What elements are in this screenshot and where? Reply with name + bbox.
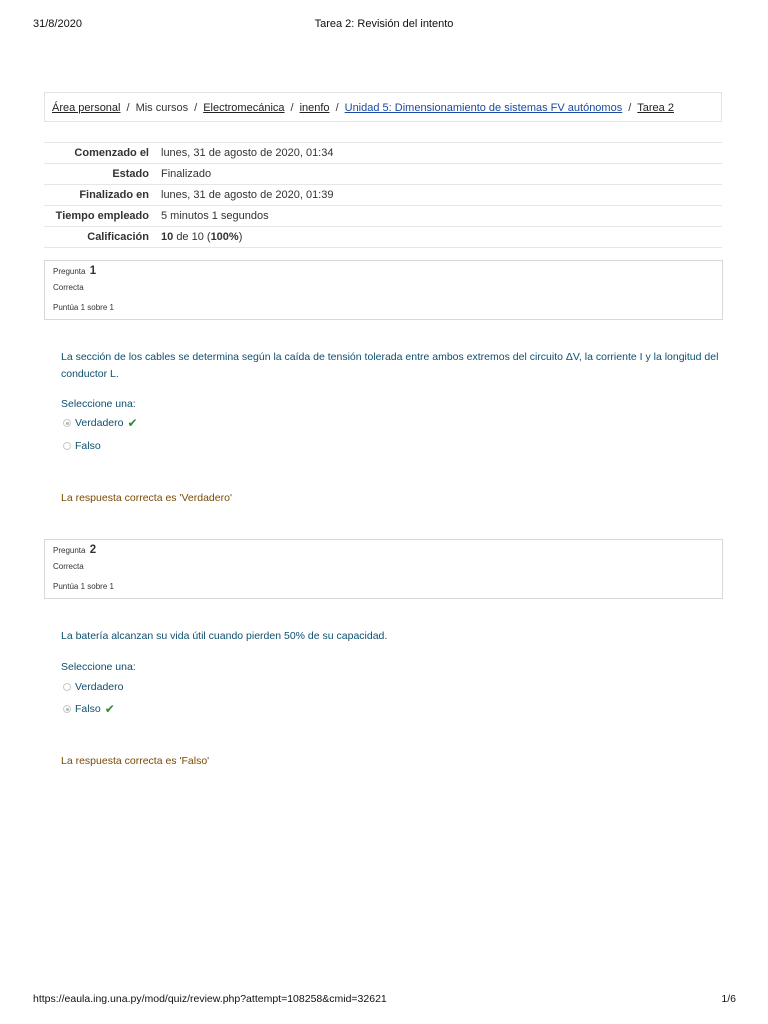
print-page-number: 1/6 [721,993,736,1005]
question-state: Correcta [53,283,84,292]
summary-row-grade [44,227,722,248]
radio-icon[interactable] [63,442,71,450]
summary-row-started [44,143,722,164]
question-label: Pregunta [53,546,86,555]
breadcrumb [44,92,722,122]
summary-value: Finalizado [161,168,212,180]
answer-option-falso-1[interactable] [63,439,101,453]
print-date: 31/8/2020 [33,18,82,30]
breadcrumb-mis-cursos: Mis cursos [135,102,189,114]
option-label: Verdadero [75,417,124,429]
question-text-2: La batería alcanzan su vida útil cuando pierden 50% de su capacidad. [61,630,388,642]
question-number-value: 1 [89,265,97,277]
grade-score: 10 [161,231,174,243]
option-label: Falso [75,440,101,452]
answer-option-verdadero-2[interactable] [63,680,123,694]
question-grade: Puntúa 1 sobre 1 [53,303,114,312]
summary-value: 5 minutos 1 segundos [161,210,269,222]
summary-value: lunes, 31 de agosto de 2020, 01:39 [161,189,334,201]
answer-prompt-1: Seleccione una: [61,398,136,410]
check-icon: ✔ [104,702,115,716]
correct-answer-feedback-1: La respuesta correcta es 'Verdadero' [61,492,232,504]
summary-label: Finalizado en [79,189,149,201]
correct-answer-feedback-2: La respuesta correcta es 'Falso' [61,755,210,767]
summary-row-time-taken [44,206,722,227]
breadcrumb-area-personal[interactable]: Área personal [52,102,121,114]
breadcrumb-separator: / [290,102,294,114]
breadcrumb-separator: / [194,102,198,114]
summary-label: Calificación [87,231,149,243]
grade-end: ) [238,231,243,243]
print-title: Tarea 2: Revisión del intento [314,18,454,30]
summary-label: Estado [112,168,149,180]
breadcrumb-separator: / [628,102,632,114]
summary-value [155,227,722,248]
summary-row-finished [44,185,722,206]
summary-row-state [44,164,722,185]
summary-label: Tiempo empleado [55,210,149,222]
answer-option-verdadero-1[interactable] [63,416,138,430]
question-number-value: 2 [89,544,97,556]
question-number [53,265,722,277]
breadcrumb-separator: / [335,102,339,114]
breadcrumb-electromecanica[interactable]: Electromecánica [203,102,285,114]
question-info-2 [44,539,723,599]
breadcrumb-unidad-5[interactable]: Unidad 5: Dimensionamiento de sistemas FV autónomos [344,102,623,114]
option-label: Verdadero [75,681,124,693]
grade-mid: de 10 ( [176,231,211,243]
question-state: Correcta [53,562,84,571]
radio-icon[interactable] [63,683,71,691]
check-icon: ✔ [127,416,138,430]
breadcrumb-separator: / [126,102,130,114]
question-number [53,544,722,556]
option-label: Falso [75,703,101,715]
breadcrumb-inenfo[interactable]: inenfo [299,102,330,114]
radio-icon[interactable] [63,705,71,713]
breadcrumb-tarea-2[interactable]: Tarea 2 [637,102,674,114]
answer-prompt-2: Seleccione una: [61,661,136,673]
question-label: Pregunta [53,267,86,276]
radio-icon[interactable] [63,419,71,427]
summary-label: Comenzado el [74,147,149,159]
question-grade: Puntúa 1 sobre 1 [53,582,114,591]
summary-value: lunes, 31 de agosto de 2020, 01:34 [161,147,334,159]
attempt-summary-table [44,142,722,248]
print-url: https://eaula.ing.una.py/mod/quiz/review.php?attempt=108258&cmid=32621 [33,993,387,1005]
answer-option-falso-2[interactable] [63,702,115,716]
question-text-1: La sección de los cables se determina según la caída de tensión tolerada entre ambos extremos del circuito ΔV, la corriente I y la longitud del conductor L. [61,351,719,380]
grade-percent: 100% [210,231,239,243]
question-info-1 [44,260,723,320]
